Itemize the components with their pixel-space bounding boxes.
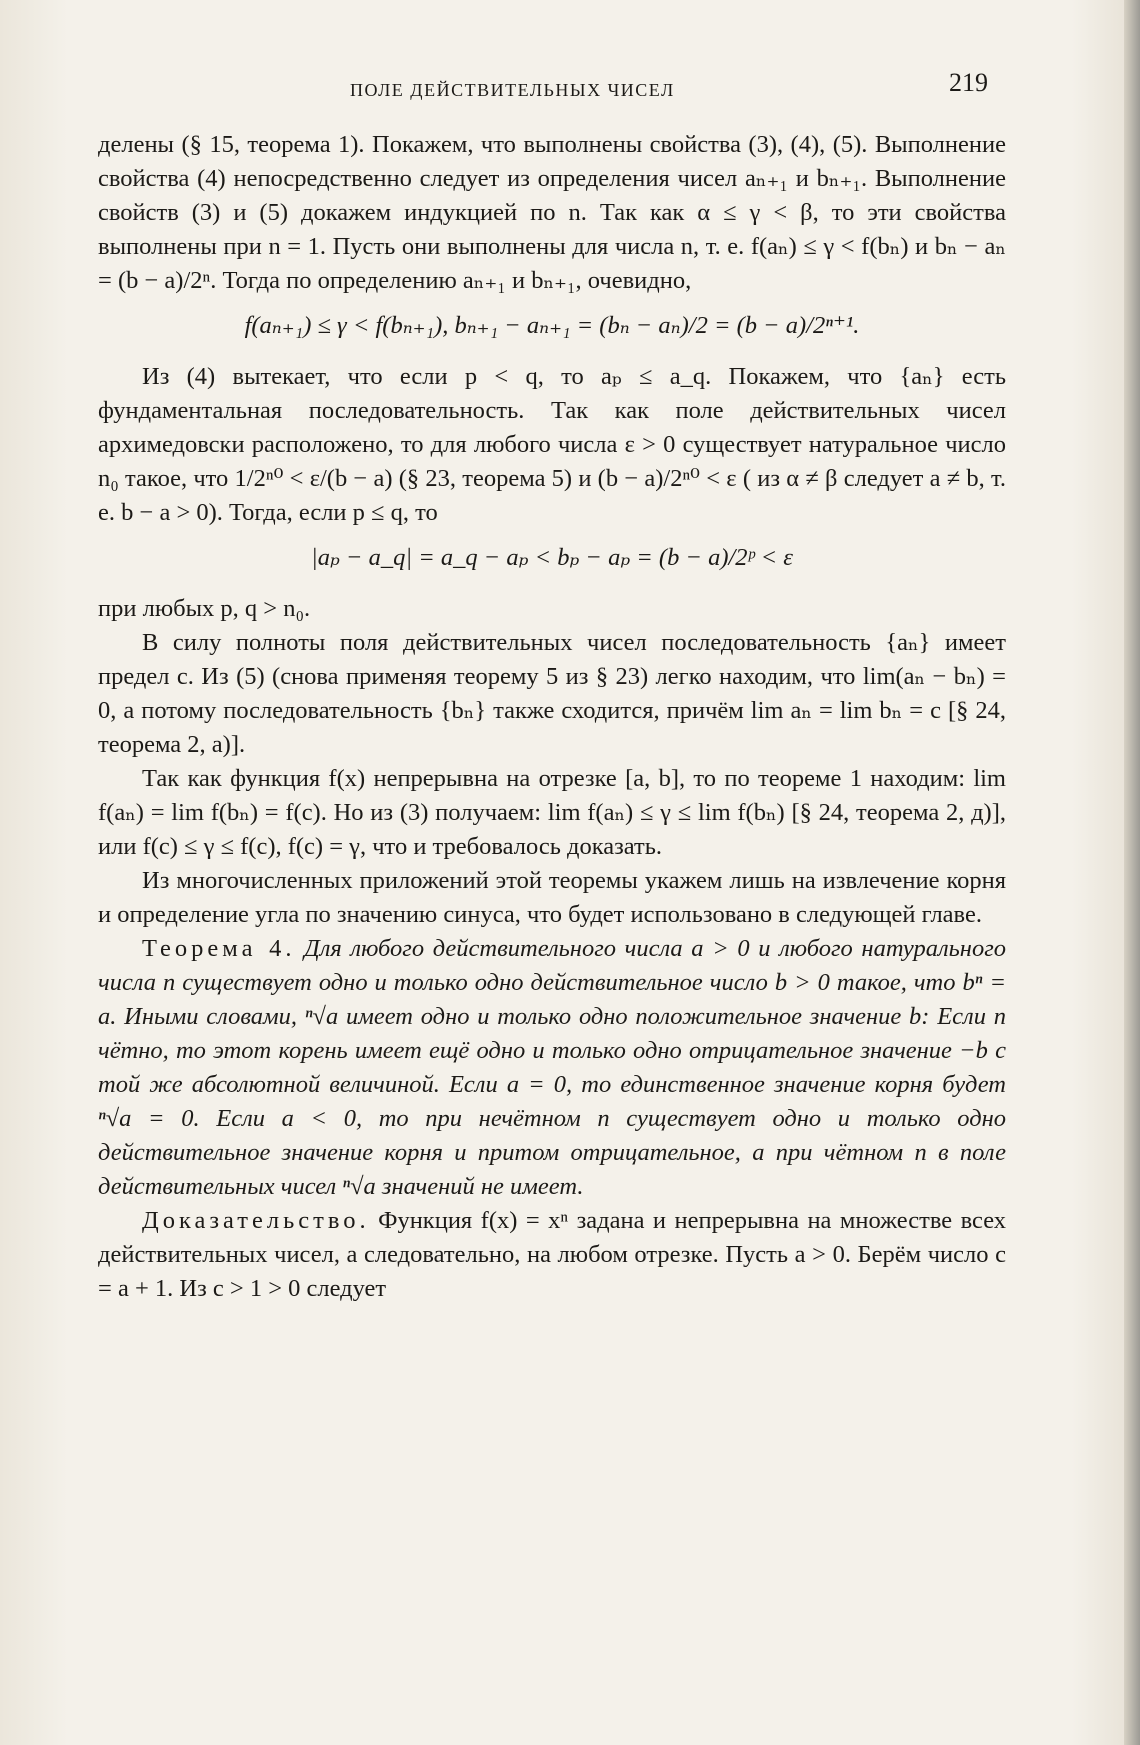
paragraph-3: при любых p, q > n₀. <box>98 595 311 622</box>
proof-label: Доказательство. <box>142 1207 370 1234</box>
page-number: 219 <box>949 68 988 97</box>
page-body <box>98 128 1006 1306</box>
running-title: ПОЛЕ ДЕЙСТВИТЕЛЬНЫХ ЧИСЕЛ <box>350 80 675 100</box>
page-header <box>100 66 988 106</box>
paragraph-1: делены (§ 15, теорема 1). Покажем, что выполнены свойства (3), (4), (5). Выполнение свойства (4) непосредственно следует из определения чисел aₙ₊₁ и bₙ₊₁. Выполнение свойств (3) и (5) докажем индукцией по n. Так как α ≤ γ < β, то эти свойства выполнены при n = 1. Пусть они выполнены для числа n, т. е. f(aₙ) ≤ γ < f(bₙ) и bₙ − aₙ = (b − a)/2ⁿ. Тогда по определению aₙ₊₁ и bₙ₊₁, очевидно, <box>98 131 1006 294</box>
paragraph-5: Так как функция f(x) непрерывна на отрезке [a, b], то по теореме 1 находим: lim f(aₙ) = lim f(bₙ) = f(c). Но из (3) получаем: lim f(aₙ) ≤ γ ≤ lim f(bₙ) [§ 24, теорема 2, д)], или f(c) ≤ γ ≤ f(c), f(c) = γ, что и требовалось доказать. <box>98 765 1006 860</box>
paragraph-4: В силу полноты поля действительных чисел последовательность {aₙ} имеет предел c. Из (5) (снова применяя теорему 5 из § 23) легко находим, что lim(aₙ − bₙ) = 0, а потому последовательность {bₙ} также сходится, причём lim aₙ = lim bₙ = c [§ 24, теорема 2, а)]. <box>98 629 1006 758</box>
formula-2: |aₚ − a_q| = a_q − aₚ < bₚ − aₚ = (b − a)/2ᵖ < ε <box>311 544 793 571</box>
paragraph-6: Из многочисленных приложений этой теоремы укажем лишь на извлечение корня и определение угла по значению синуса, что будет использовано в следующей главе. <box>98 867 1006 928</box>
paragraph-2: Из (4) вытекает, что если p < q, то aₚ ≤ a_q. Покажем, что {aₙ} есть фундаментальная последовательность. Так как поле действительных чисел архимедовски расположено, то для любого числа ε > 0 существует натуральное число n₀ такое, что 1/2ⁿ⁰ < ε/(b − a) (§ 23, теорема 5) и (b − a)/2ⁿ⁰ < ε ( из α ≠ β следует a ≠ b, т. е. b − a > 0). Тогда, если p ≤ q, то <box>98 363 1006 526</box>
theorem-statement: Для любого действительного числа a > 0 и любого натурального числа n существует одно и только одно действительное число b > 0 такое, что bⁿ = a. Иными словами, ⁿ√a имеет одно и только одно положительное значение b: Если n чётно, то этот корень имеет ещё одно и только одно отрицательное значение −b с той же абсолютной величиной. Если a = 0, то единственное значение корня будет ⁿ√a = 0. Если a < 0, то при нечётном n существует одно и только одно действительное значение корня и притом отрицательное, а при чётном n в поле действительных чисел ⁿ√a значений не имеет. <box>98 935 1007 1200</box>
theorem-4 <box>98 932 1006 1204</box>
proof <box>98 1204 1006 1306</box>
theorem-label: Теорема 4. <box>142 935 296 962</box>
page-edge-shadow <box>1124 0 1140 1745</box>
formula-1: f(aₙ₊₁) ≤ γ < f(bₙ₊₁), bₙ₊₁ − aₙ₊₁ = (bₙ − aₙ)/2 = (b − a)/2ⁿ⁺¹. <box>244 312 860 339</box>
proof-text: Функция f(x) = xⁿ задана и непрерывна на множестве всех действительных чисел, а следовательно, на любом отрезке. Пусть a > 0. Берём число c = a + 1. Из c > 1 > 0 следует <box>98 1207 1006 1302</box>
